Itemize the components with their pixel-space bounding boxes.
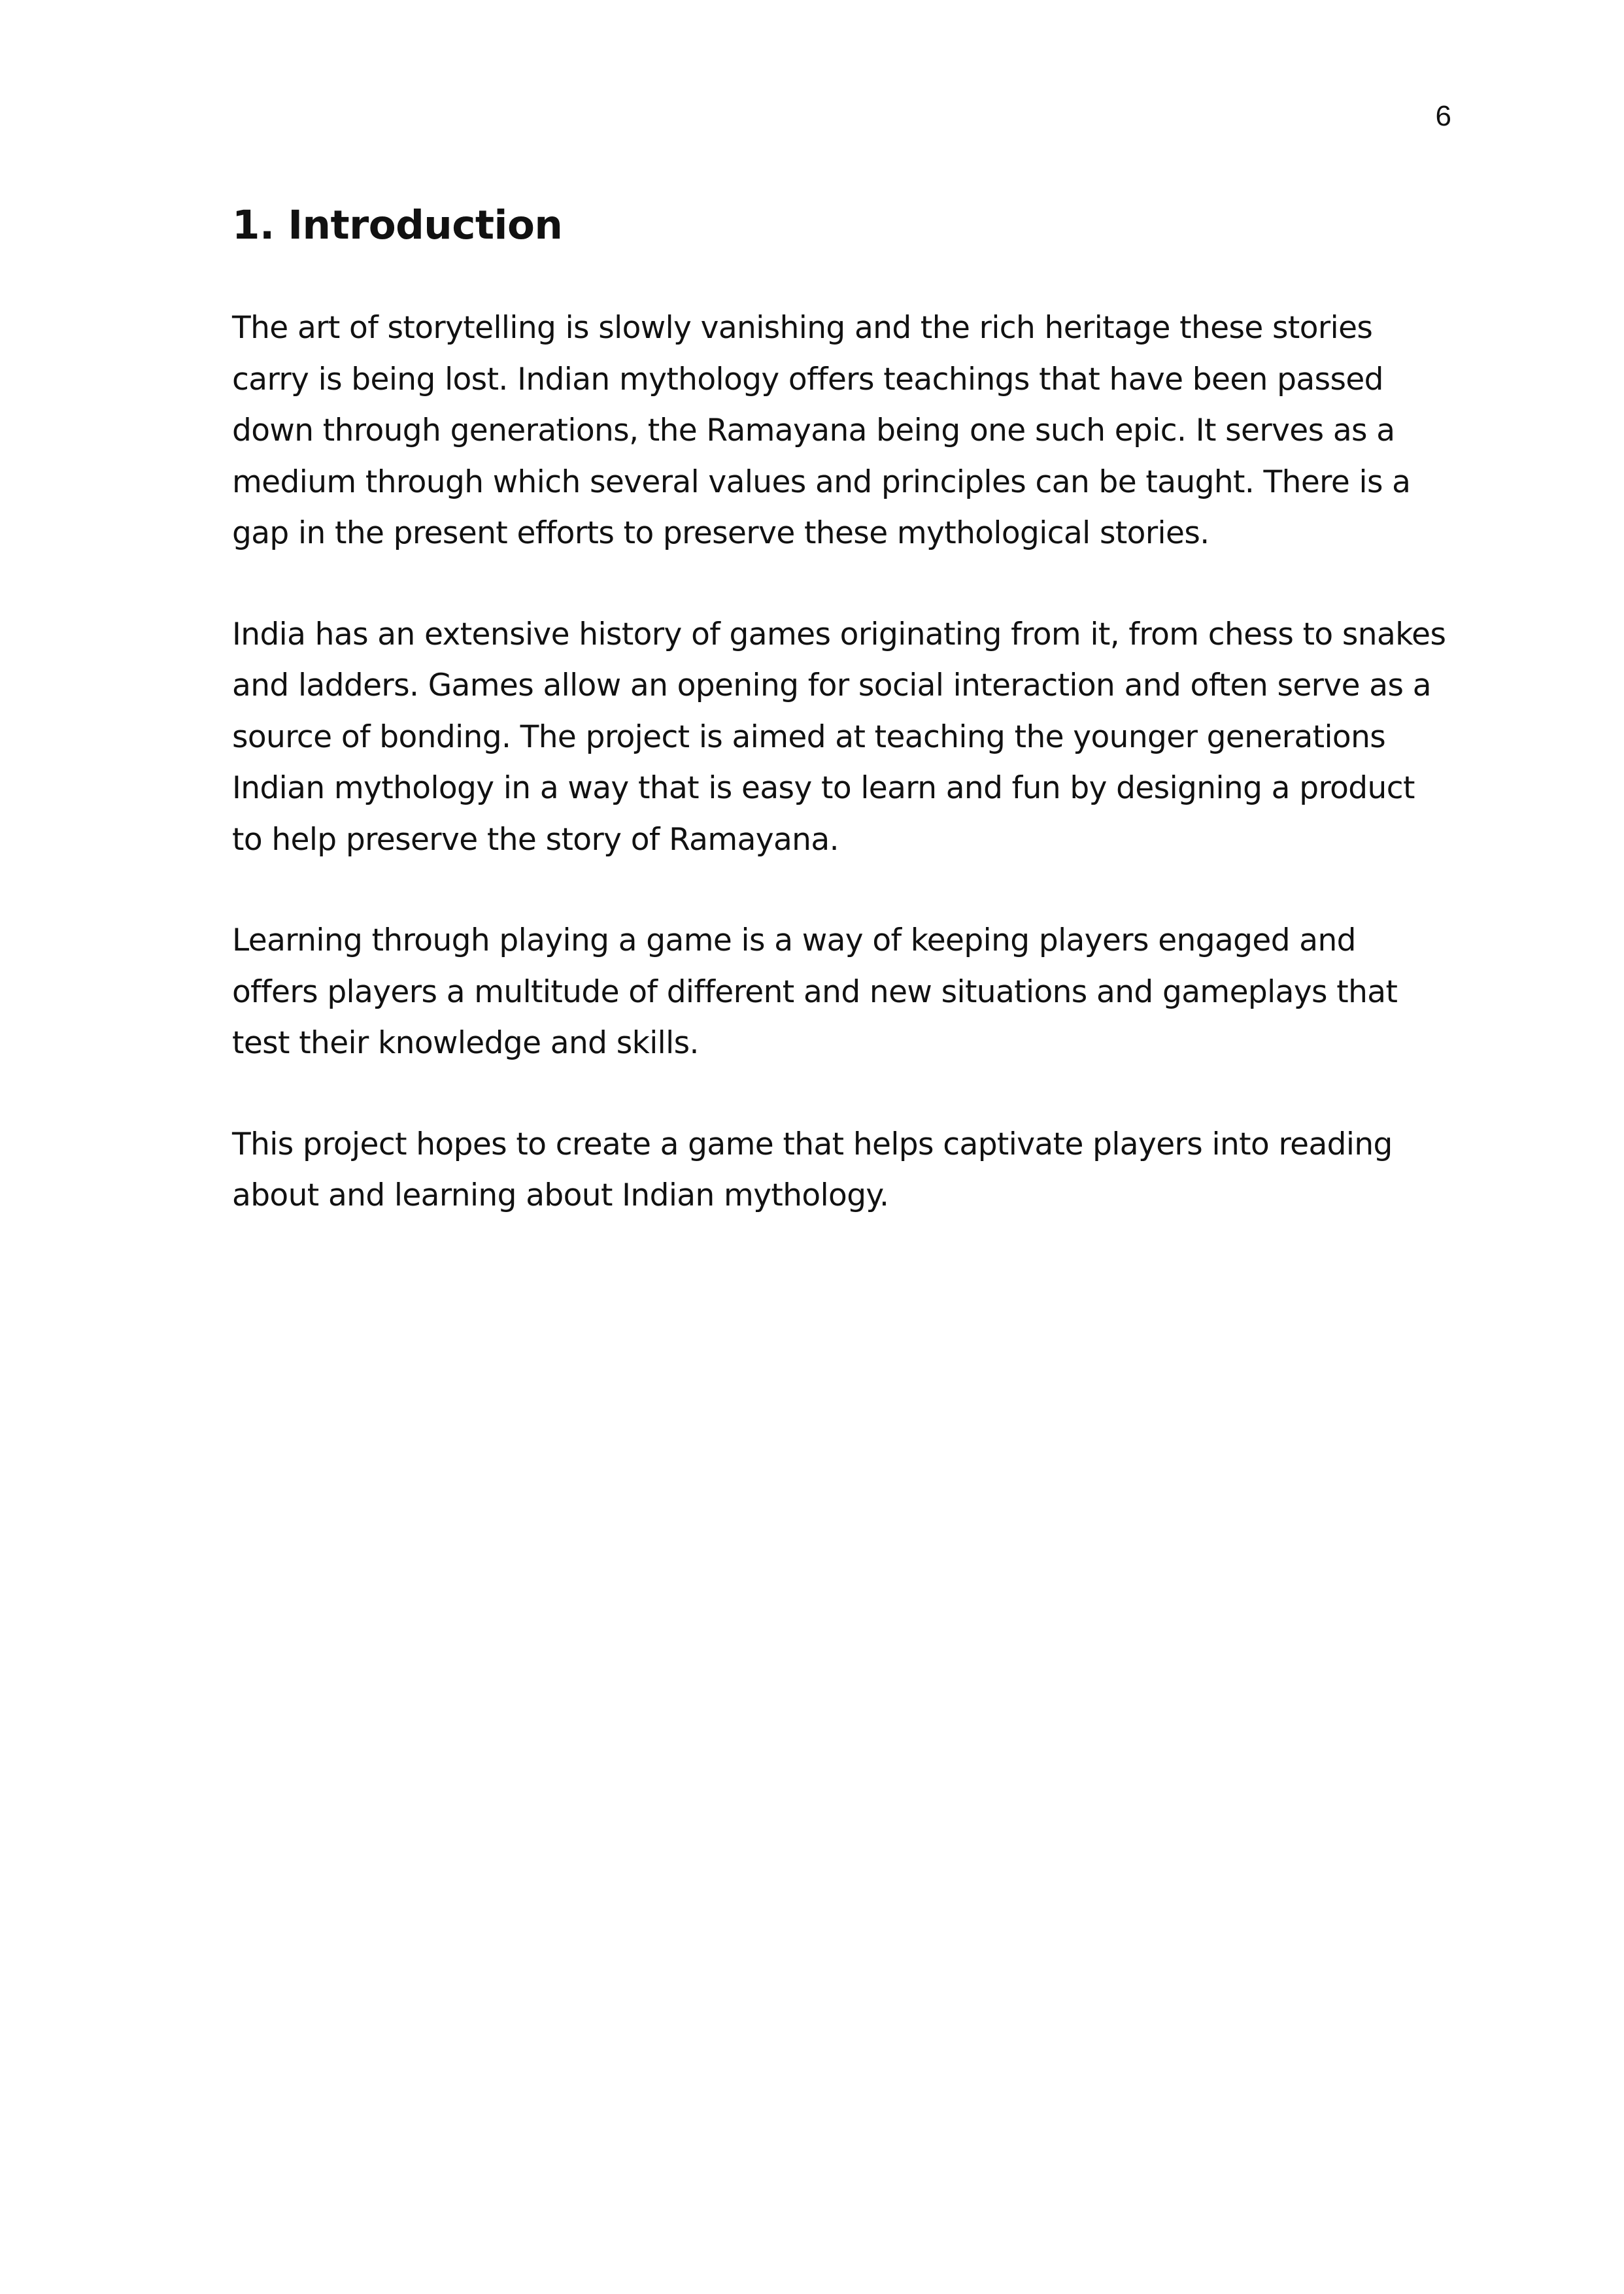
- section-content: [232, 196, 1448, 1222]
- section-heading: 1. Introduction: [232, 202, 563, 248]
- paragraph-learning-through-play: Learning through playing a game is a way of keeping players engaged and offers players a multitude of different and new situations and gameplays that test their knowledge and skills.: [232, 922, 1398, 1061]
- page-number: 6: [1435, 100, 1451, 132]
- paragraph-storytelling: The art of storytelling is slowly vanishing and the rich heritage these stories carry is being lost. Indian mythology offers teachings that have been passed down through generations, the Ramayana being one such epic. It serves as a medium through which several values and principles can be taught. There is a gap in the present efforts to preserve these mythological stories.: [232, 310, 1411, 551]
- paragraph-games-history: India has an extensive history of games originating from it, from chess to snakes and ladders. Games allow an opening for social interaction and often serve as a source of bonding. The project is aimed at teaching the younger generations Indian mythology in a way that is easy to learn and fun by designing a product to help preserve the story of Ramayana.: [232, 616, 1446, 858]
- paragraph-project-goal: This project hopes to create a game that helps captivate players into reading about and learning about Indian mythology.: [232, 1126, 1393, 1213]
